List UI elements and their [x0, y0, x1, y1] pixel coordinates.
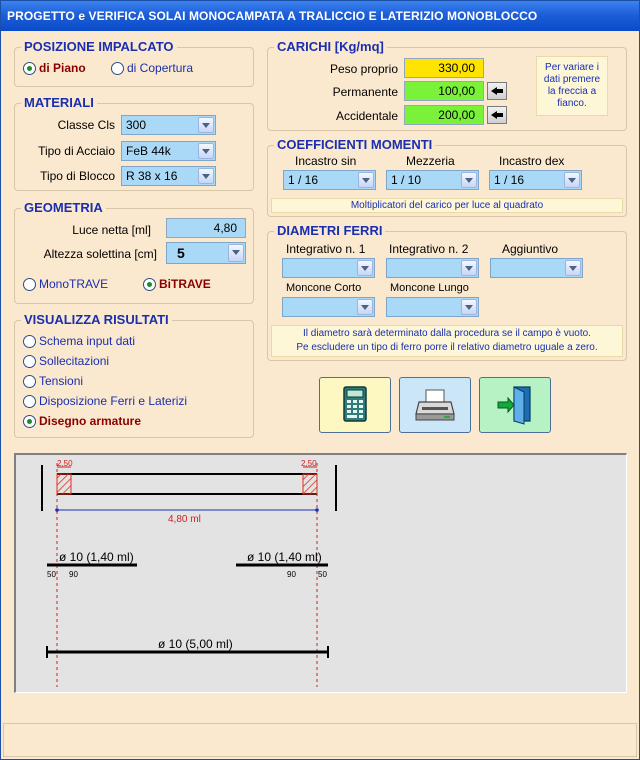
label-di-copertura[interactable]: di Copertura [127, 61, 194, 75]
diametri-frame [267, 223, 627, 361]
print-button[interactable] [399, 377, 471, 433]
tipo-blocco-select[interactable] [121, 166, 216, 186]
posizione-frame [14, 39, 254, 87]
incastro-sin-value: 1 / 16 [288, 173, 319, 187]
exit-door-icon [480, 378, 550, 432]
radio-di-copertura[interactable] [111, 62, 124, 75]
incastro-dex-select[interactable] [489, 170, 582, 190]
radio-bitrave[interactable] [143, 278, 156, 291]
visualizza-title: VISUALIZZA RISULTATI [21, 312, 172, 328]
diametri-note-line1: Il diametro sarà determinato dalla procedura se il campo è vuoto. [303, 328, 591, 339]
label-schema-input[interactable]: Schema input dati [39, 334, 136, 348]
luce-netta-input[interactable]: 4,80 [166, 218, 246, 238]
moncone-lungo-label: Moncone Lungo [390, 282, 469, 294]
classe-cls-select[interactable] [121, 115, 216, 135]
diametri-note [271, 325, 623, 357]
chevron-down-icon[interactable] [565, 260, 581, 276]
radio-disegno-armature[interactable] [23, 415, 36, 428]
reinforcement-drawing [16, 455, 627, 693]
moncone-corto-select[interactable] [282, 297, 375, 317]
chevron-down-icon[interactable] [564, 172, 580, 188]
chevron-down-icon[interactable] [461, 299, 477, 315]
exit-button[interactable] [479, 377, 551, 433]
span-label: 4,80 ml [168, 514, 201, 525]
aggiuntivo-label: Aggiuntivo [502, 242, 559, 256]
peso-proprio-label: Peso proprio [329, 62, 398, 76]
tipo-blocco-value: R 38 x 16 [126, 169, 178, 183]
radio-disposizione[interactable] [23, 395, 36, 408]
bar-right-label: ø 10 (1,40 ml) [247, 550, 322, 564]
radio-tensioni[interactable] [23, 375, 36, 388]
incastro-dex-label: Incastro dex [499, 154, 565, 168]
moncone-lungo-select[interactable] [386, 297, 479, 317]
materiali-title: MATERIALI [21, 95, 97, 111]
altezza-solettina-select[interactable] [166, 242, 246, 264]
materiali-frame [14, 95, 254, 191]
incastro-sin-label: Incastro sin [295, 154, 357, 168]
chevron-down-icon[interactable] [358, 172, 374, 188]
visualizza-frame [14, 312, 254, 438]
peso-proprio-value: 330,00 [404, 58, 484, 78]
window-title: PROGETTO e VERIFICA SOLAI MONOCAMPATA A TRALICCIO E LATERIZIO MONOBLOCCO [1, 1, 639, 31]
support-right-label: 2,50 [301, 459, 317, 468]
label-monotrave[interactable]: MonoTRAVE [39, 277, 109, 291]
support-left-label: 2,50 [57, 459, 73, 468]
printer-icon [400, 378, 470, 432]
mezzeria-select[interactable] [386, 170, 479, 190]
mezzeria-label: Mezzeria [406, 154, 455, 168]
integrativo2-select[interactable] [386, 258, 479, 278]
label-tensioni[interactable]: Tensioni [39, 374, 84, 388]
geometria-frame [14, 200, 254, 304]
carichi-title: CARICHI [Kg/mq] [274, 39, 387, 55]
radio-di-piano[interactable] [23, 62, 36, 75]
coefficienti-note: Moltiplicatori del carico per luce al quadrato [271, 198, 623, 213]
permanente-label: Permanente [332, 85, 398, 99]
bar-left-b: 90 [69, 570, 78, 579]
coefficienti-frame [267, 137, 627, 217]
bar-left-label: ø 10 (1,40 ml) [59, 550, 134, 564]
accidentale-value[interactable]: 200,00 [404, 105, 484, 125]
support-block-right [303, 474, 317, 494]
permanente-value[interactable]: 100,00 [404, 81, 484, 101]
chevron-down-icon[interactable] [198, 143, 214, 159]
label-di-piano[interactable]: di Piano [39, 61, 86, 75]
altezza-solettina-label: Altezza solettina [cm] [43, 247, 157, 261]
diametri-note-line2: Pe escludere un tipo di ferro porre il relativo diametro uguale a zero. [296, 342, 598, 353]
radio-schema-input[interactable] [23, 335, 36, 348]
moncone-corto-label: Moncone Corto [286, 282, 362, 294]
altezza-solettina-value: 5 [177, 245, 185, 261]
label-bitrave[interactable]: BiTRAVE [159, 277, 211, 291]
carichi-note: Per variare i dati premere la freccia a fianco. [536, 56, 608, 116]
classe-cls-value: 300 [126, 118, 147, 132]
bar-right-b: 50 [318, 570, 327, 579]
tipo-acciaio-label: Tipo di Acciaio [38, 144, 115, 158]
chevron-down-icon[interactable] [461, 260, 477, 276]
radio-sollecitazioni[interactable] [23, 355, 36, 368]
calculator-icon [320, 378, 390, 432]
tipo-acciaio-value: FeB 44k [126, 144, 171, 158]
integrativo1-label: Integrativo n. 1 [286, 242, 366, 256]
label-disposizione[interactable]: Disposizione Ferri e Laterizi [39, 394, 188, 408]
coefficienti-title: COEFFICIENTI MOMENTI [274, 137, 435, 153]
chevron-down-icon[interactable] [198, 117, 214, 133]
accidentale-arrow-button[interactable] [487, 106, 507, 124]
chevron-down-icon[interactable] [461, 172, 477, 188]
carichi-frame [267, 39, 627, 131]
tipo-blocco-label: Tipo di Blocco [40, 169, 115, 183]
posizione-title: POSIZIONE IMPALCATO [21, 39, 177, 55]
bar-right-a: 90 [287, 570, 296, 579]
support-block-left [57, 474, 71, 494]
aggiuntivo-select[interactable] [490, 258, 583, 278]
tipo-acciaio-select[interactable] [121, 141, 216, 161]
calculate-button[interactable] [319, 377, 391, 433]
luce-netta-label: Luce netta [ml] [72, 223, 151, 237]
chevron-down-icon[interactable] [357, 299, 373, 315]
integrativo2-label: Integrativo n. 2 [389, 242, 469, 256]
chevron-down-icon[interactable] [198, 168, 214, 184]
mezzeria-value: 1 / 10 [391, 173, 422, 187]
label-sollecitazioni[interactable]: Sollecitazioni [39, 354, 110, 368]
radio-monotrave[interactable] [23, 278, 36, 291]
integrativo1-select[interactable] [282, 258, 375, 278]
chevron-down-icon[interactable] [357, 260, 373, 276]
status-bar [3, 723, 637, 757]
classe-cls-label: Classe Cls [57, 118, 115, 132]
chevron-down-icon[interactable] [228, 244, 244, 262]
bar-left-a: 50 [47, 570, 56, 579]
bar-bottom-label: ø 10 (5,00 ml) [158, 637, 233, 651]
permanente-arrow-button[interactable] [487, 82, 507, 100]
geometria-title: GEOMETRIA [21, 200, 106, 216]
label-disegno-armature[interactable]: Disegno armature [39, 414, 142, 428]
accidentale-label: Accidentale [335, 109, 398, 123]
drawing-area [14, 453, 627, 693]
incastro-dex-value: 1 / 16 [494, 173, 525, 187]
diametri-title: DIAMETRI FERRI [274, 223, 385, 239]
incastro-sin-select[interactable] [283, 170, 376, 190]
